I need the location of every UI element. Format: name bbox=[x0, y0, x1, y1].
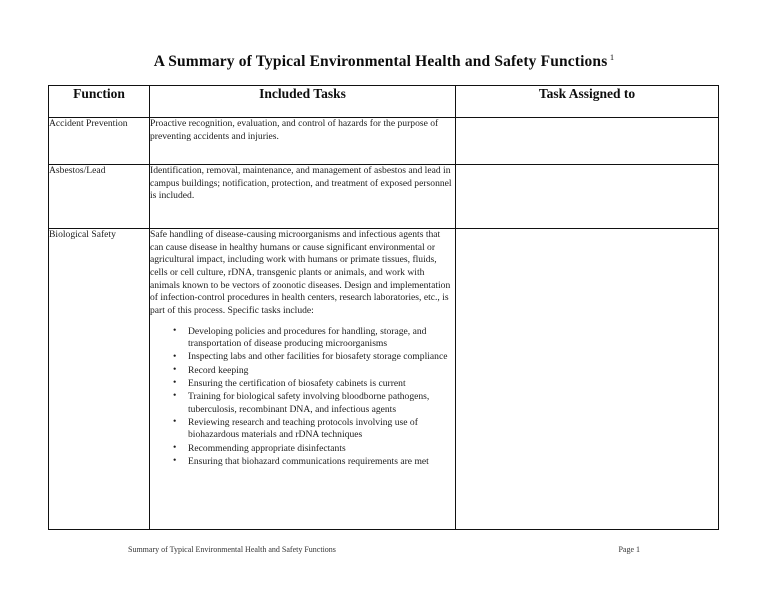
task-paragraph: Safe handling of disease-causing microorganisms and infectious agents that can cause disease in healthy humans or cause significant environmental or agricultural impact, including work with humans or primate tissues, fluids, cells or cell culture, rDNA, transgenic plants or animals, and work with animals known to be vectors of zoonotic diseases. Design and implementation of infection-control procedures in health centers, research laboratories, etc., is part of this process. Specific tasks include: bbox=[150, 229, 451, 316]
footer-page-number: Page 1 bbox=[618, 545, 640, 554]
list-item: • Ensuring the certification of biosafety cabinets is current bbox=[172, 378, 455, 391]
cell-function: Asbestos/Lead bbox=[49, 165, 150, 229]
column-header-function: Function bbox=[49, 86, 150, 118]
table-header-row bbox=[49, 86, 719, 118]
page-title-text: A Summary of Typical Environmental Health and Safety Functions bbox=[153, 53, 608, 71]
page-title-footnote-marker: 1 bbox=[609, 52, 615, 62]
list-item: • Ensuring that biohazard communications requirements are met bbox=[172, 456, 455, 469]
list-item: • Record keeping bbox=[172, 365, 455, 378]
ehs-functions-table bbox=[48, 85, 719, 530]
cell-task-assigned-to[interactable] bbox=[456, 229, 719, 530]
list-item: • Training for biological safety involving bloodborne pathogens, tuberculosis, recombinant DNA, and infectious agents bbox=[172, 391, 455, 416]
cell-task-assigned-to[interactable] bbox=[456, 118, 719, 165]
list-item: • Reviewing research and teaching protocols involving use of biohazardous materials and rDNA techniques bbox=[172, 417, 455, 442]
cell-task-assigned-to[interactable] bbox=[456, 165, 719, 229]
table-row bbox=[49, 165, 719, 229]
column-header-task-assigned-to: Task Assigned to bbox=[456, 86, 719, 118]
cell-function: Accident Prevention bbox=[49, 118, 150, 165]
table-body bbox=[49, 118, 719, 530]
page-title bbox=[0, 52, 768, 71]
list-item: • Inspecting labs and other facilities for biosafety storage compliance bbox=[172, 351, 455, 364]
cell-included-tasks bbox=[150, 165, 456, 229]
list-item: • Developing policies and procedures for handling, storage, and transportation of disease producing microorganisms bbox=[172, 326, 455, 351]
task-paragraph: Identification, removal, maintenance, and management of asbestos and lead in campus buildings; notification, protection, and treatment of exposed personnel is included. bbox=[150, 165, 452, 202]
table-header bbox=[49, 86, 719, 118]
task-bullet-list bbox=[150, 326, 455, 469]
column-header-included-tasks: Included Tasks bbox=[150, 86, 456, 118]
page-footer bbox=[128, 545, 640, 559]
cell-function: Biological Safety bbox=[49, 229, 150, 530]
list-item: • Recommending appropriate disinfectants bbox=[172, 443, 455, 456]
table-row bbox=[49, 229, 719, 530]
cell-included-tasks bbox=[150, 118, 456, 165]
task-paragraph: Proactive recognition, evaluation, and control of hazards for the purpose of preventing accidents and injuries. bbox=[150, 118, 439, 142]
footer-left-text: Summary of Typical Environmental Health and Safety Functions bbox=[128, 545, 336, 554]
cell-included-tasks bbox=[150, 229, 456, 530]
table-row bbox=[49, 118, 719, 165]
